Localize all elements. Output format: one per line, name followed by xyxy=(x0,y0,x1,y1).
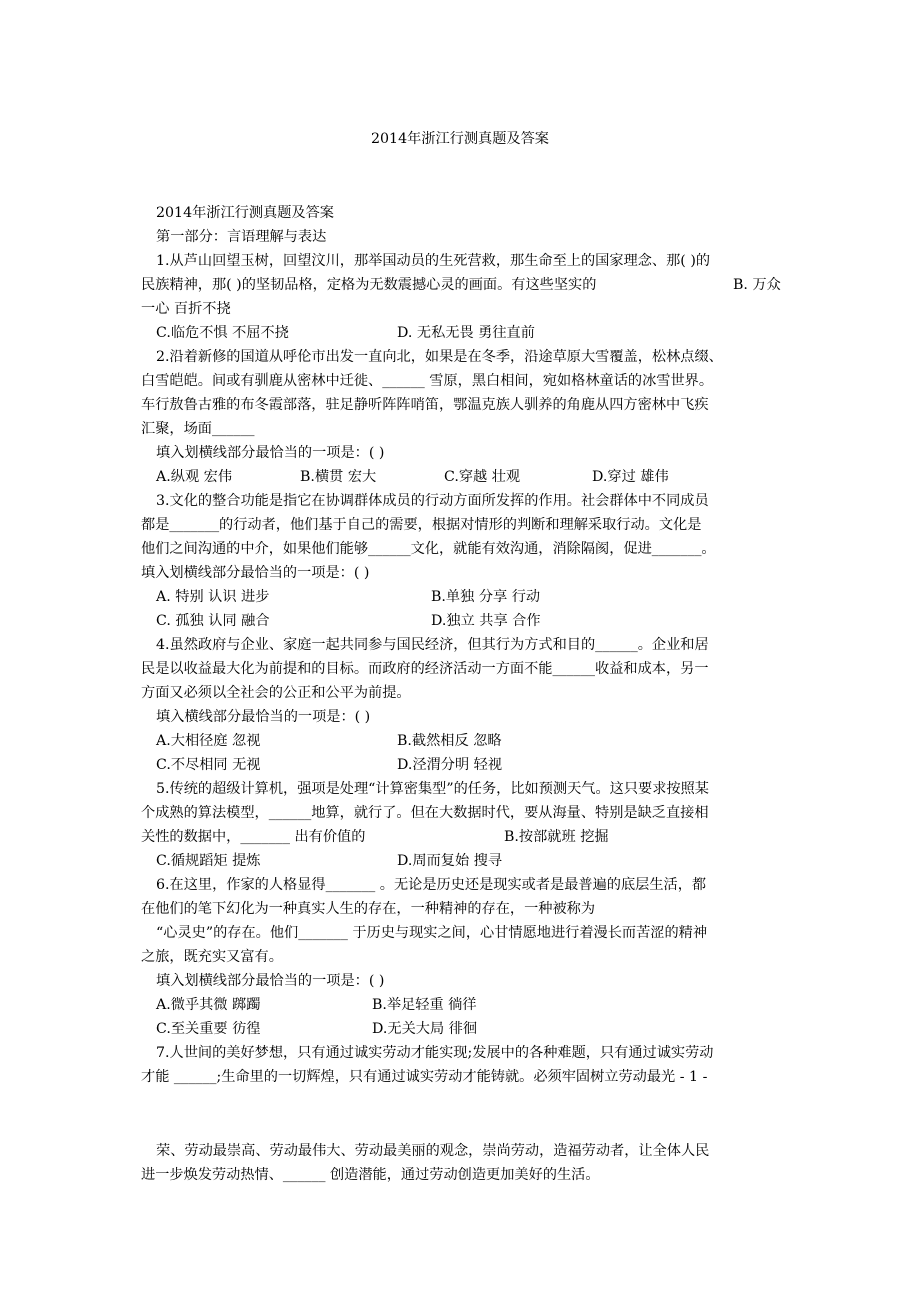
option-text: C.循规蹈矩 提炼 xyxy=(156,853,261,869)
option-text: B.截然相反 忽略 xyxy=(397,733,502,749)
text-line: 才能 ______;生命里的一切辉煌，只有通过诚实劳动才能铸就。必须牢固树立劳动最光 - 1 - xyxy=(141,1069,708,1085)
text-line: 车行敖鲁古雅的布冬霞部落，驻足静听阵阵哨笛，鄂温克族人驯养的角鹿从四方密林中飞疾 xyxy=(141,397,709,413)
option-text: D.泾渭分明 轻视 xyxy=(397,757,503,773)
text-line: 民是以收益最大化为前提和的目标。而政府的经济活动一方面不能______收益和成本，另一 xyxy=(141,661,709,677)
option-text: C.穿越 壮观 xyxy=(444,469,521,485)
option-text: A.纵观 宏伟 xyxy=(156,469,233,485)
text-line: 填入划横线部分最恰当的一项是：( ) xyxy=(156,973,385,989)
text-line: 7.人世间的美好梦想，只有通过诚实劳动才能实现;发展中的各种难题，只有通过诚实劳动 xyxy=(156,1045,714,1061)
text-line: 汇聚，场面______ xyxy=(141,421,255,437)
option-text: C.临危不惧 不屈不挠 xyxy=(156,325,289,341)
text-line: 填入划横线部分最恰当的一项是：( ) xyxy=(156,445,385,461)
option-text: A. 特别 认识 进步 xyxy=(156,589,270,605)
text-line: 白雪皑皑。间或有驯鹿从密林中迁徙、______ 雪原，黑白相间，宛如格林童话的冰雪世界。 xyxy=(141,373,714,389)
text-line: 填入划横线部分最恰当的一项是：( ) xyxy=(141,565,370,581)
option-text: B. 万众 xyxy=(733,277,781,293)
text-line: 填入横线部分最恰当的一项是：( ) xyxy=(156,709,371,725)
option-text: D. 无私无畏 勇往直前 xyxy=(397,325,535,341)
page-title: 2014年浙江行测真题及答案 xyxy=(371,131,549,147)
option-text: B.举足轻重 徜徉 xyxy=(372,997,477,1013)
option-text: B.按部就班 挖掘 xyxy=(504,829,609,845)
text-line: 民族精神，那( )的坚韧品格，定格为无数震撼心灵的画面。有这些坚实的 xyxy=(141,277,597,293)
option-text: D.周而复始 搜寻 xyxy=(397,853,503,869)
text-line: 方面又必须以全社会的公正和公平为前提。 xyxy=(141,685,411,701)
text-line: 他们之间沟通的中介，如果他们能够______文化，就能有效沟通，消除隔阂，促进_______。 xyxy=(141,541,716,557)
option-text: B.横贯 宏大 xyxy=(300,469,377,485)
text-line: 4.虽然政府与企业、家庭一起共同参与国民经济，但其行为方式和目的______。企业和居 xyxy=(156,637,709,653)
text-line: 2.沿着新修的国道从呼伦市出发一直向北，如果是在冬季，沿途草原大雪覆盖，松林点缀、 xyxy=(156,349,723,365)
section-heading: 第一部分：言语理解与表达 xyxy=(156,229,327,245)
option-text: C. 孤独 认同 融合 xyxy=(156,613,270,629)
text-line: 荣、劳动最崇高、劳动最伟大、劳动最美丽的观念，崇尚劳动，造福劳动者，让全体人民 xyxy=(156,1143,710,1159)
text-line: 2014年浙江行测真题及答案 xyxy=(156,205,334,221)
text-line: 在他们的笔下幻化为一种真实人生的存在，一种精神的存在，一种被称为 xyxy=(141,901,596,917)
text-line: 1.从芦山回望玉树，回望汶川，那举国动员的生死营救，那生命至上的国家理念、那( )的 xyxy=(156,253,711,269)
text-line: 个成熟的算法模型，______地算，就行了。但在大数据时代，要从海量、特别是缺乏直接相 xyxy=(141,805,709,821)
text-line: 进一步焕发劳动热情、______ 创造潜能，通过劳动创造更加美好的生活。 xyxy=(141,1167,600,1183)
text-line: 关性的数据中，_______ 出有价值的 xyxy=(141,829,366,845)
option-text: C.不尽相同 无视 xyxy=(156,757,261,773)
text-line: 之旅，既充实又富有。 xyxy=(141,949,283,965)
text-line: “心灵史”的存在。他们_______ 于历史与现实之间，心甘情愿地进行着漫长而苦涩的精神 xyxy=(156,925,708,941)
text-line: 5.传统的超级计算机，强项是处理“计算密集型”的任务，比如预测天气。这只要求按照某 xyxy=(156,781,709,797)
option-text: A.大相径庭 忽视 xyxy=(156,733,261,749)
option-text: B.单独 分享 行动 xyxy=(431,589,541,605)
option-text: D.无关大局 徘徊 xyxy=(372,1021,478,1037)
text-line: 3.文化的整合功能是指它在协调群体成员的行动方面所发挥的作用。社会群体中不同成员 xyxy=(156,493,709,509)
text-line: 6.在这里，作家的人格显得_______ 。无论是历史还是现实或者是最普遍的底层生活，都 xyxy=(156,877,707,893)
option-text: D.独立 共享 合作 xyxy=(431,613,541,629)
option-text: A.微乎其微 踯躅 xyxy=(156,997,261,1013)
option-text: D.穿过 雄伟 xyxy=(592,469,669,485)
option-text: C.至关重要 彷徨 xyxy=(156,1021,261,1037)
text-line: 都是_______的行动者，他们基于自己的需要，根据对情形的判断和理解采取行动。文化是 xyxy=(141,517,702,533)
text-line: 一心 百折不挠 xyxy=(141,301,231,317)
